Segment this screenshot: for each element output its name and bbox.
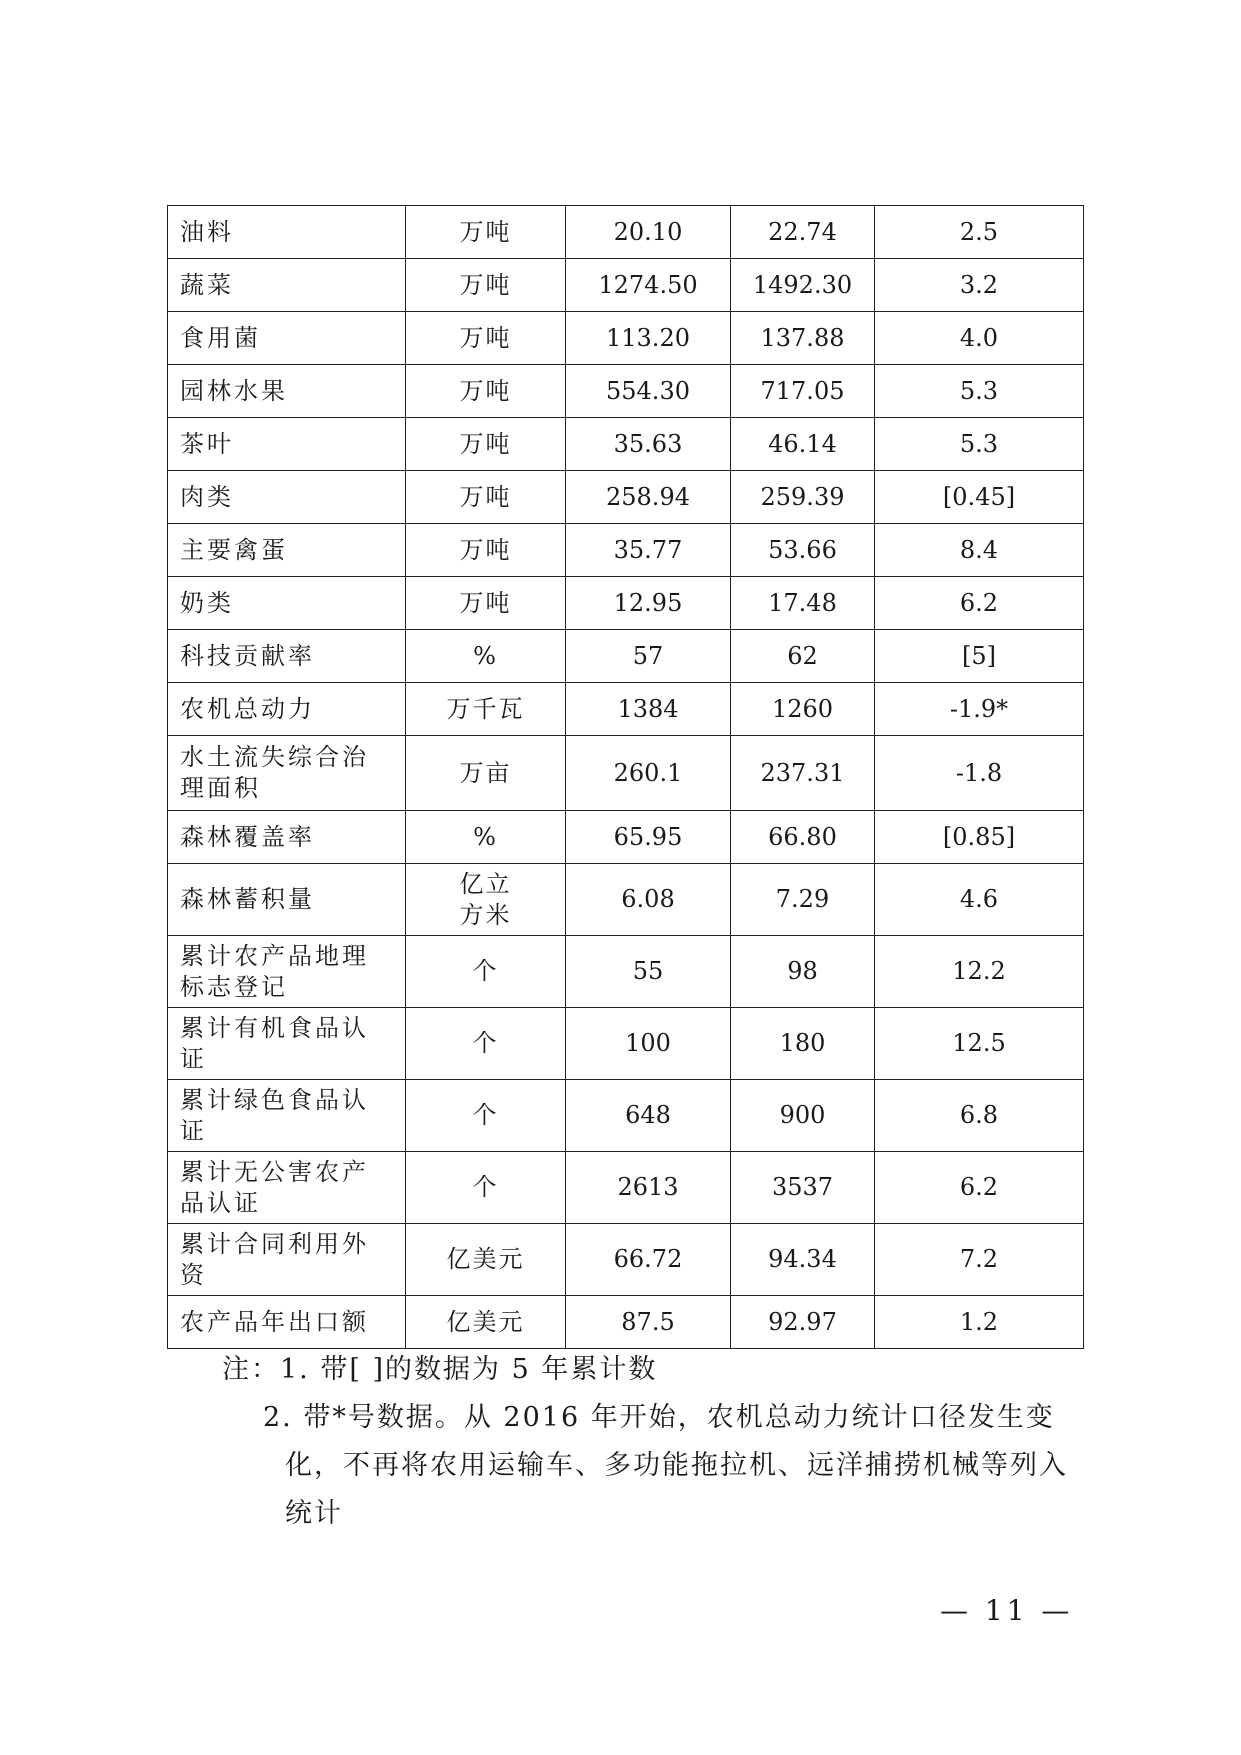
table-row	[168, 206, 1084, 259]
target-value-cell: 62	[731, 630, 875, 683]
growth-cell: 4.6	[875, 864, 1084, 936]
unit-cell: 个	[406, 936, 566, 1008]
target-value-cell: 1260	[731, 683, 875, 736]
growth-cell: 2.5	[875, 206, 1084, 259]
target-value-cell: 1492.30	[731, 259, 875, 312]
unit-cell: 万吨	[406, 259, 566, 312]
table-notes	[222, 1346, 1092, 1538]
base-value-cell: 35.77	[566, 524, 731, 577]
item-name-cell: 累计农产品地理标志登记	[168, 936, 406, 1008]
base-value-cell: 258.94	[566, 471, 731, 524]
unit-cell: 个	[406, 1080, 566, 1152]
table-row	[168, 365, 1084, 418]
unit-cell: %	[406, 811, 566, 864]
table-row	[168, 259, 1084, 312]
base-value-cell: 554.30	[566, 365, 731, 418]
base-value-cell: 55	[566, 936, 731, 1008]
table-row	[168, 864, 1084, 936]
table-row	[168, 471, 1084, 524]
target-value-cell: 17.48	[731, 577, 875, 630]
growth-cell: 8.4	[875, 524, 1084, 577]
item-name-cell: 茶叶	[168, 418, 406, 471]
base-value-cell: 1384	[566, 683, 731, 736]
unit-cell: 亿立方米	[406, 864, 566, 936]
target-value-cell: 53.66	[731, 524, 875, 577]
unit-cell: 万吨	[406, 524, 566, 577]
target-value-cell: 7.29	[731, 864, 875, 936]
table-row	[168, 577, 1084, 630]
growth-cell: 4.0	[875, 312, 1084, 365]
growth-cell: 6.2	[875, 1152, 1084, 1224]
item-name-cell: 食用菌	[168, 312, 406, 365]
growth-cell: 1.2	[875, 1296, 1084, 1349]
base-value-cell: 648	[566, 1080, 731, 1152]
growth-cell: 12.2	[875, 936, 1084, 1008]
target-value-cell: 66.80	[731, 811, 875, 864]
base-value-cell: 35.63	[566, 418, 731, 471]
base-value-cell: 87.5	[566, 1296, 731, 1349]
item-name-cell: 森林覆盖率	[168, 811, 406, 864]
item-name-cell: 水土流失综合治理面积	[168, 736, 406, 811]
unit-cell: 亿美元	[406, 1296, 566, 1349]
target-value-cell: 3537	[731, 1152, 875, 1224]
base-value-cell: 113.20	[566, 312, 731, 365]
item-name-cell: 累计无公害农产品认证	[168, 1152, 406, 1224]
growth-cell: 5.3	[875, 365, 1084, 418]
growth-cell: 3.2	[875, 259, 1084, 312]
note-1: 注：1. 带[ ]的数据为 5 年累计数	[222, 1354, 658, 1385]
item-name-cell: 累计有机食品认证	[168, 1008, 406, 1080]
table-row	[168, 312, 1084, 365]
item-name-cell: 奶类	[168, 577, 406, 630]
item-name-cell: 科技贡献率	[168, 630, 406, 683]
growth-cell: -1.9*	[875, 683, 1084, 736]
target-value-cell: 237.31	[731, 736, 875, 811]
unit-cell: 个	[406, 1152, 566, 1224]
table-row	[168, 811, 1084, 864]
item-name-cell: 蔬菜	[168, 259, 406, 312]
target-value-cell: 46.14	[731, 418, 875, 471]
growth-cell: -1.8	[875, 736, 1084, 811]
growth-cell: 6.2	[875, 577, 1084, 630]
item-name-cell: 主要禽蛋	[168, 524, 406, 577]
base-value-cell: 100	[566, 1008, 731, 1080]
unit-cell: %	[406, 630, 566, 683]
unit-cell: 万亩	[406, 736, 566, 811]
statistics-table	[167, 205, 1084, 1349]
target-value-cell: 92.97	[731, 1296, 875, 1349]
unit-cell: 万吨	[406, 577, 566, 630]
table-row	[168, 1152, 1084, 1224]
item-name-cell: 农机总动力	[168, 683, 406, 736]
unit-cell: 亿美元	[406, 1224, 566, 1296]
base-value-cell: 6.08	[566, 864, 731, 936]
base-value-cell: 65.95	[566, 811, 731, 864]
base-value-cell: 12.95	[566, 577, 731, 630]
item-name-cell: 肉类	[168, 471, 406, 524]
table-row	[168, 418, 1084, 471]
unit-cell: 个	[406, 1008, 566, 1080]
growth-cell: [0.45]	[875, 471, 1084, 524]
target-value-cell: 717.05	[731, 365, 875, 418]
item-name-cell: 油料	[168, 206, 406, 259]
growth-cell: 7.2	[875, 1224, 1084, 1296]
page-number: — 11 —	[940, 1594, 1074, 1627]
unit-cell: 万吨	[406, 418, 566, 471]
item-name-cell: 森林蓄积量	[168, 864, 406, 936]
base-value-cell: 66.72	[566, 1224, 731, 1296]
unit-cell: 万吨	[406, 471, 566, 524]
item-name-cell: 累计绿色食品认证	[168, 1080, 406, 1152]
growth-cell: [0.85]	[875, 811, 1084, 864]
unit-cell: 万吨	[406, 365, 566, 418]
table-row	[168, 1008, 1084, 1080]
item-name-cell: 累计合同利用外资	[168, 1224, 406, 1296]
target-value-cell: 94.34	[731, 1224, 875, 1296]
table-row	[168, 683, 1084, 736]
unit-cell: 万吨	[406, 312, 566, 365]
target-value-cell: 259.39	[731, 471, 875, 524]
table-row	[168, 736, 1084, 811]
growth-cell: [5]	[875, 630, 1084, 683]
unit-cell: 万千瓦	[406, 683, 566, 736]
table-row	[168, 936, 1084, 1008]
item-name-cell: 农产品年出口额	[168, 1296, 406, 1349]
target-value-cell: 900	[731, 1080, 875, 1152]
base-value-cell: 1274.50	[566, 259, 731, 312]
base-value-cell: 57	[566, 630, 731, 683]
growth-cell: 5.3	[875, 418, 1084, 471]
table-row	[168, 524, 1084, 577]
table-row	[168, 1080, 1084, 1152]
target-value-cell: 180	[731, 1008, 875, 1080]
growth-cell: 6.8	[875, 1080, 1084, 1152]
item-name-cell: 园林水果	[168, 365, 406, 418]
target-value-cell: 98	[731, 936, 875, 1008]
table-row	[168, 1296, 1084, 1349]
base-value-cell: 260.1	[566, 736, 731, 811]
table-row	[168, 630, 1084, 683]
growth-cell: 12.5	[875, 1008, 1084, 1080]
base-value-cell: 2613	[566, 1152, 731, 1224]
table-row	[168, 1224, 1084, 1296]
target-value-cell: 22.74	[731, 206, 875, 259]
unit-cell: 万吨	[406, 206, 566, 259]
target-value-cell: 137.88	[731, 312, 875, 365]
note-2: 2. 带*号数据。从 2016 年开始，农机总动力统计口径发生变化，不再将农用运输车、多功能拖拉机、远洋捕捞机械等列入统计	[263, 1402, 1068, 1529]
base-value-cell: 20.10	[566, 206, 731, 259]
